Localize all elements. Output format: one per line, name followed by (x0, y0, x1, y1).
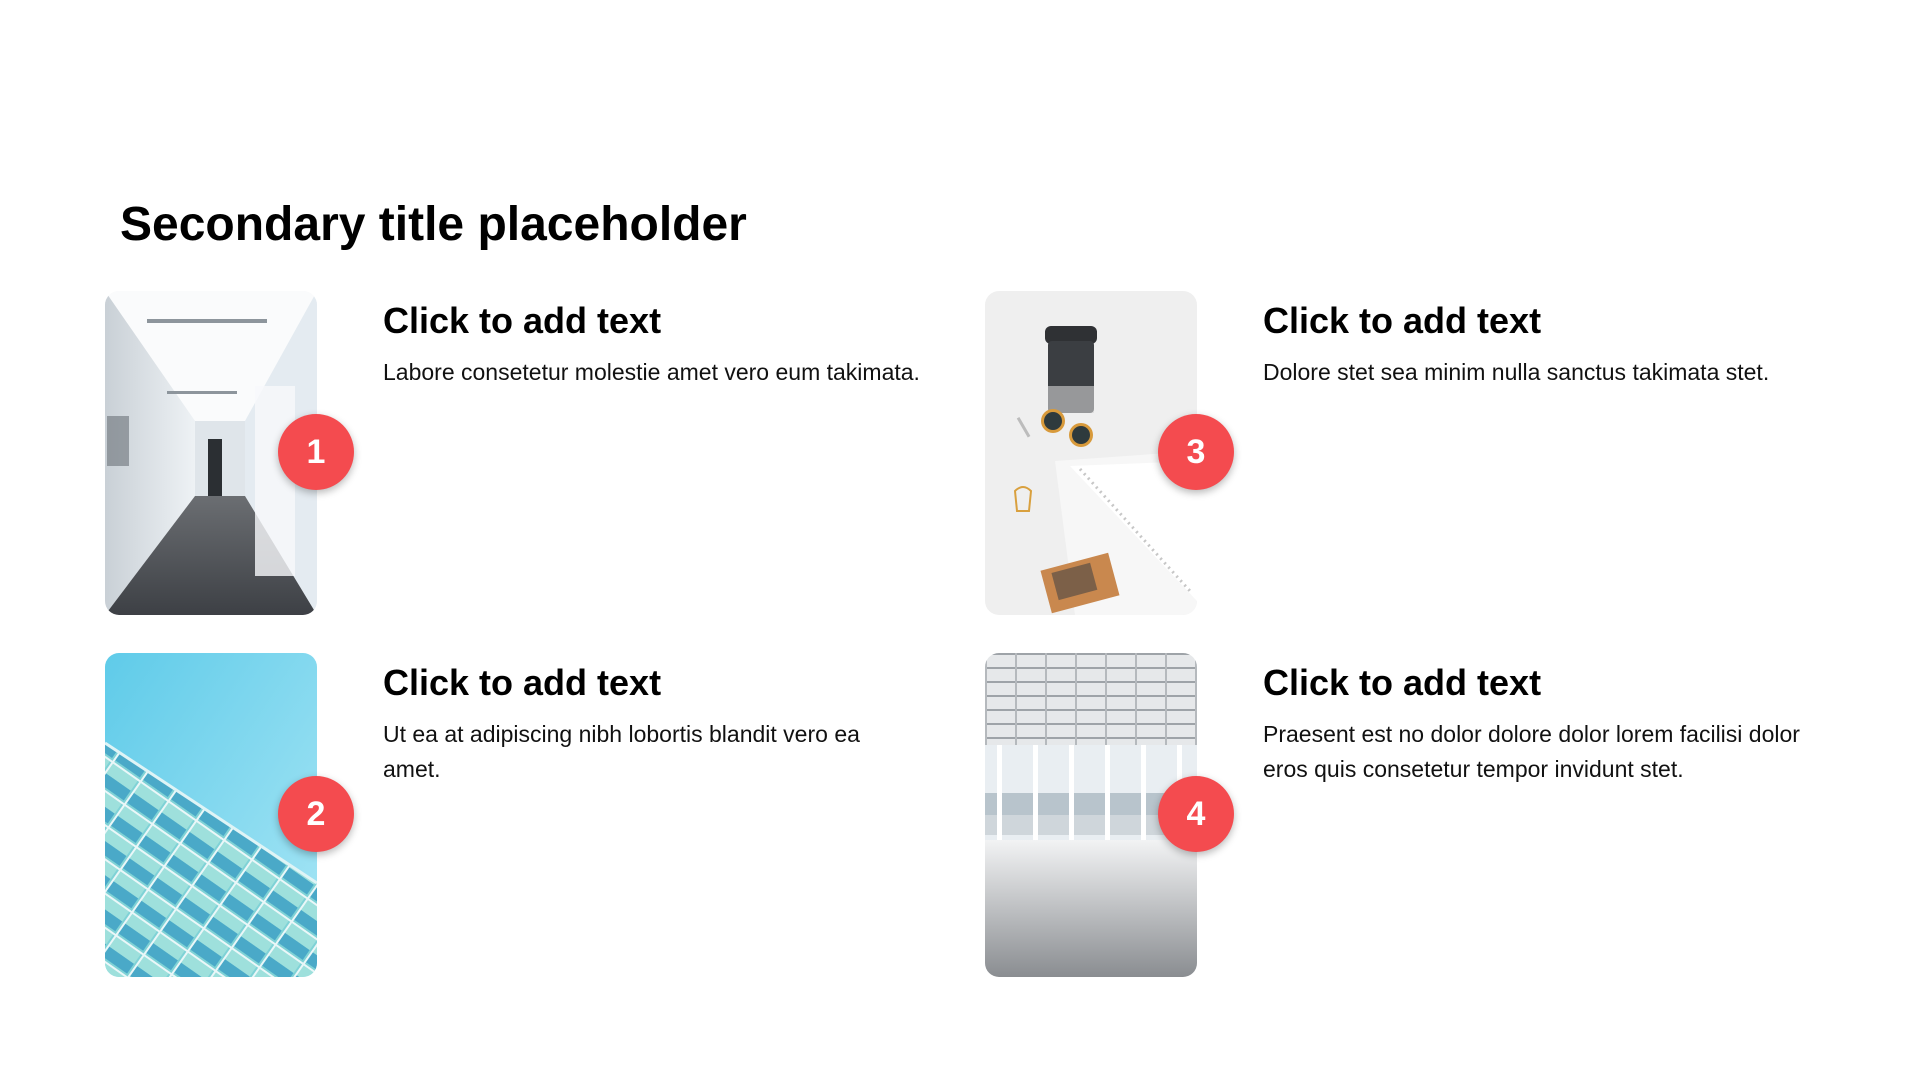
content-item-3 (985, 291, 1885, 616)
item-heading-2[interactable]: Click to add text (383, 662, 662, 703)
step-badge-2: 2 (278, 776, 354, 852)
item-heading-3[interactable]: Click to add text (1263, 300, 1542, 341)
item-body-3[interactable]: Dolore stet sea minim nulla sanctus takimata stet. (1263, 359, 1770, 385)
item-body-4[interactable]: Praesent est no dolor dolore dolor lorem facilisi dolor eros quis consetetur tempor invidunt stet. (1263, 721, 1800, 782)
content-item-1 (105, 291, 1005, 616)
step-badge-4: 4 (1158, 776, 1234, 852)
step-badge-3: 3 (1158, 414, 1234, 490)
item-heading-1[interactable]: Click to add text (383, 300, 662, 341)
item-body-2[interactable]: Ut ea at adipiscing nibh lobortis blandit vero ea amet. (383, 721, 860, 782)
page-title[interactable]: Secondary title placeholder (120, 198, 747, 251)
item-heading-4[interactable]: Click to add text (1263, 662, 1542, 703)
step-badge-1: 1 (278, 414, 354, 490)
item-body-1[interactable]: Labore consetetur molestie amet vero eum takimata. (383, 359, 920, 385)
content-item-4 (985, 653, 1885, 978)
content-item-2 (105, 653, 1005, 978)
